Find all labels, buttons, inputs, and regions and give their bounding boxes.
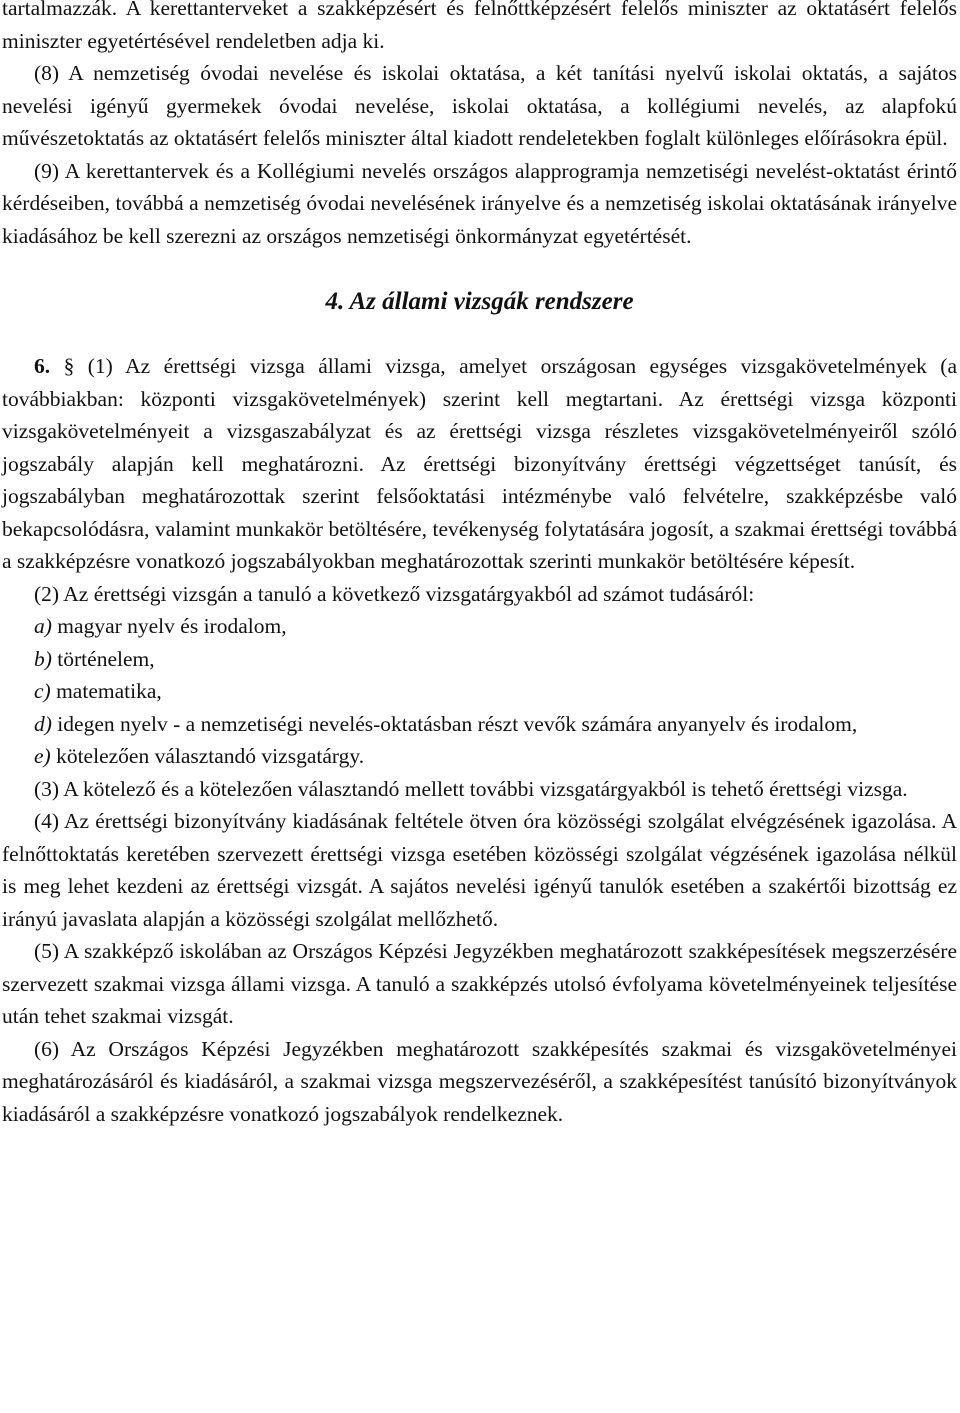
list-letter: d) — [34, 711, 52, 736]
list-item-d — [2, 708, 957, 741]
article-6-paragraph-5: (5) A szakképző iskolában az Országos Képzési Jegyzékben meghatározott szakképesítések megszerzésére szervezett szakmai vizsga állami vizsga. A tanuló a szakképzés utolsó évfolyama követelményeinek teljesítése után tehet szakmai vizsgát. — [2, 939, 957, 1028]
article-6-paragraph-6: (6) Az Országos Képzési Jegyzékben meghatározott szakképesítés szakmai és vizsgakövetelményei meghatározásáról és kiadásáról, a szakmai vizsga megszervezéséről, a szakképesítést tanúsító bizonyítványok kiadásáról a szakképzésre vonatkozó jogszabályok rendelkeznek. — [2, 1036, 957, 1126]
paragraph-8: (8) A nemzetiség óvodai nevelése és iskolai oktatása, a két tanítási nyelvű iskolai oktatás, a sajátos nevelési igényű gyermekek óvodai nevelése, iskolai oktatása, a kollégiumi nevelés, az alapfokú művészetoktatás az oktatásért felelős miniszter által kiadott rendeletekben foglalt különleges előírásokra épül. — [2, 61, 957, 150]
list-text: idegen nyelv - a nemzetiségi nevelés-oktatásban részt vevők számára anyanyelv és irodalom, — [51, 711, 858, 736]
article-6-paragraph-4: (4) Az érettségi bizonyítvány kiadásának feltétele ötven óra közösségi szolgálat elvégzésének igazolása. A felnőttoktatás keretében szervezett érettségi vizsga esetében közösségi szolgálat végzésének igazolása nélkül is meg lehet kezdeni az érettségi vizsgát. A sajátos nevelési igényű tanulók esetében a szakértői bizottság ez irányú javaslata alapján a közösségi szolgálat mellőzhető. — [2, 809, 957, 931]
list-letter: b) — [34, 646, 52, 671]
list-text: matematika, — [50, 679, 162, 703]
section-symbol: § — [63, 354, 75, 378]
list-letter: c) — [34, 679, 51, 703]
article-number: 6. — [34, 354, 51, 378]
list-item-e — [2, 740, 957, 773]
list-item-a — [2, 610, 957, 643]
article-6-paragraph-3: (3) A kötelező és a kötelezően választandó mellett további vizsgatárgyakból is tehető érettségi vizsga. — [34, 776, 908, 801]
list-letter: a) — [34, 614, 52, 638]
list-item-b — [2, 643, 957, 676]
list-letter: e) — [34, 744, 51, 768]
list-item-c — [2, 675, 957, 708]
article-6-paragraph-2: (2) Az érettségi vizsgán a tanuló a következő vizsgatárgyakból ad számot tudásáról: — [34, 581, 755, 606]
list-text: magyar nyelv és irodalom, — [51, 614, 287, 638]
paragraph-9: (9) A kerettantervek és a Kollégiumi nevelés országos alapprogramja nemzetiségi nevelést-oktatást érintő kérdéseiben, továbbá a nemzetiség óvodai nevelésének irányelve és a nemzetiség iskolai oktatásának irányelve kiadásához be kell szerezni az országos nemzetiségi önkormányzat egyetértését. — [2, 158, 957, 248]
article-6-paragraph-1-text: (1) Az érettségi vizsga állami vizsga, amelyet országosan egységes vizsgakövetelmények (a továbbiakban: központi vizsgakövetelmények) szerint kell megtartani. Az érettségi vizsga központi vizsgakövetelményeit a vizsgaszabályzat és az érettségi vizsga részletes vizsgakövetelményeiről szóló jogszabály alapján kell meghatározni. Az érettségi bizonyítvány érettségi végzettséget tanúsít, és jogszabályban meghatározottak szerint felsőoktatási intézménybe való felvételre, szakképzésbe való bekapcsolódásra, valamint munkakör betöltésére, tevékenység folytatására jogosít, a szakmai érettségi továbbá a szakképzésre vonatkozó jogszabályokban meghatározottak szerinti munkakör betöltésére képesít. — [2, 354, 957, 573]
section-heading: 4. Az állami vizsgák rendszere — [325, 288, 634, 315]
paragraph-continuation: tartalmazzák. A kerettanterveket a szakképzésért és felnőttképzésért felelős miniszter az oktatásért felelős miniszter egyetértésével rendeletben adja ki. — [2, 0, 957, 53]
article-6-paragraph-1 — [2, 350, 957, 578]
list-text: történelem, — [51, 646, 155, 671]
document-page — [2, 0, 957, 1130]
list-text: kötelezően választandó vizsgatárgy. — [50, 744, 365, 768]
